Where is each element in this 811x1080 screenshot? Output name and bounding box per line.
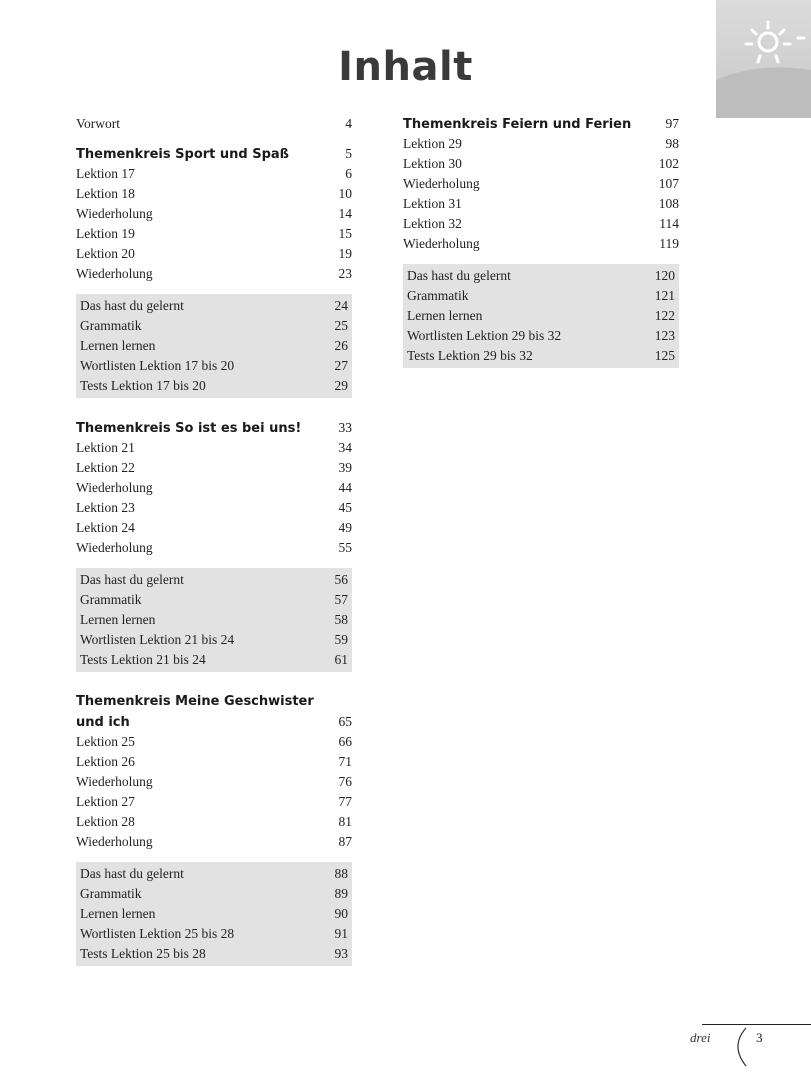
- toc-entry-page: 23: [338, 266, 352, 281]
- toc-entry[interactable]: [403, 234, 679, 254]
- toc-entry[interactable]: [76, 244, 352, 264]
- toc-entry-label: Tests Lektion 17 bis 20: [80, 378, 206, 393]
- toc-entry[interactable]: [80, 316, 348, 336]
- toc-entry-page: 59: [334, 632, 348, 647]
- toc-entry[interactable]: [407, 266, 675, 286]
- page-title: Inhalt: [338, 44, 473, 90]
- toc-entry-page: 56: [334, 572, 348, 587]
- toc-entry-page: 55: [338, 540, 352, 555]
- toc-entry-page: 29: [334, 378, 348, 393]
- toc-entry-label: Grammatik: [80, 592, 142, 607]
- toc-entry-label: Wiederholung: [403, 236, 480, 251]
- toc-entry[interactable]: [80, 376, 348, 396]
- toc-entry-page: 88: [334, 866, 348, 881]
- toc-entry[interactable]: [80, 296, 348, 316]
- toc-entry-page: 27: [334, 358, 348, 373]
- toc-entry-page: 45: [338, 500, 352, 515]
- toc-entry[interactable]: [76, 498, 352, 518]
- toc-entry-label: Wortlisten Lektion 21 bis 24: [80, 632, 235, 647]
- toc-entry[interactable]: [76, 752, 352, 772]
- toc-entry-page: 81: [338, 814, 352, 829]
- toc-entry-page: 61: [334, 652, 348, 667]
- toc-entry-page: 120: [654, 268, 675, 283]
- toc-entry-page: 4: [345, 116, 352, 131]
- toc-section-heading-continued[interactable]: [76, 712, 352, 732]
- toc-heading-page: 5: [345, 146, 352, 161]
- toc-entry[interactable]: [80, 864, 348, 884]
- toc-entry[interactable]: [80, 356, 348, 376]
- toc-entry-label: Lektion 27: [76, 794, 135, 809]
- toc-entry-label: Lektion 21: [76, 440, 135, 455]
- toc-entry-page: 14: [338, 206, 352, 221]
- toc-entry-label: Lektion 25: [76, 734, 135, 749]
- toc-entry-label: Grammatik: [80, 318, 142, 333]
- toc-entry[interactable]: [403, 214, 679, 234]
- toc-entry-label: Lektion 17: [76, 166, 135, 181]
- toc-entry-page: 89: [334, 886, 348, 901]
- toc-entry-page: 87: [338, 834, 352, 849]
- toc-entry-page: 25: [334, 318, 348, 333]
- footer-page-word: drei: [690, 1030, 711, 1045]
- toc-entry-label: Lektion 22: [76, 460, 135, 475]
- toc-entry-label: Tests Lektion 25 bis 28: [80, 946, 206, 961]
- toc-entry-label: Das hast du gelernt: [80, 866, 184, 881]
- toc-entry-page: 77: [338, 794, 352, 809]
- footer-page-number: 3: [756, 1030, 763, 1045]
- toc-section-heading[interactable]: [76, 144, 352, 164]
- toc-entry-label: Lernen lernen: [80, 338, 156, 353]
- toc-entry-page: 26: [334, 338, 348, 353]
- toc-entry-page: 39: [338, 460, 352, 475]
- toc-entry-label: Das hast du gelernt: [80, 572, 184, 587]
- toc-entry[interactable]: [76, 224, 352, 244]
- toc-entry-label: Lektion 19: [76, 226, 135, 241]
- toc-entry[interactable]: [403, 174, 679, 194]
- toc-entry-page: 44: [338, 480, 352, 495]
- toc-entry-page: 125: [654, 348, 675, 363]
- toc-entry-label: Vorwort: [76, 116, 121, 131]
- toc-section-feiern: [403, 114, 679, 368]
- toc-entry-label: Grammatik: [80, 886, 142, 901]
- toc-entry-page: 122: [654, 308, 675, 323]
- toc-entry-page: 71: [338, 754, 352, 769]
- toc-entry-label: Wiederholung: [76, 774, 153, 789]
- toc-entry[interactable]: [76, 438, 352, 458]
- toc-entry[interactable]: [76, 164, 352, 184]
- toc-entry[interactable]: [76, 832, 352, 852]
- toc-entry[interactable]: [80, 630, 348, 650]
- toc-entry[interactable]: [76, 792, 352, 812]
- toc-entry-page: 121: [654, 288, 675, 303]
- toc-entry[interactable]: [80, 944, 348, 964]
- toc-heading-page: 97: [665, 116, 679, 131]
- toc-section-sport: [76, 144, 352, 398]
- toc-heading-label: Themenkreis Meine Geschwister: [76, 694, 314, 709]
- toc-entry[interactable]: [80, 904, 348, 924]
- toc-entry[interactable]: [407, 306, 675, 326]
- toc-entry-page: 6: [345, 166, 352, 181]
- toc-right-column: [403, 114, 679, 368]
- toc-entry-page: 66: [338, 734, 352, 749]
- toc-entry[interactable]: [80, 884, 348, 904]
- toc-entry-label: Wortlisten Lektion 25 bis 28: [80, 926, 235, 941]
- toc-entry[interactable]: [76, 772, 352, 792]
- toc-entry-page: 107: [658, 176, 679, 191]
- toc-section-geschwister: [76, 692, 352, 966]
- toc-entry-page: 76: [338, 774, 352, 789]
- toc-entry-page: 15: [338, 226, 352, 241]
- toc-entry-label: Wiederholung: [76, 206, 153, 221]
- toc-entry[interactable]: [76, 204, 352, 224]
- toc-entry[interactable]: [76, 732, 352, 752]
- toc-entry[interactable]: [407, 286, 675, 306]
- toc-entry-label: Wiederholung: [76, 834, 153, 849]
- toc-entry-page: 24: [334, 298, 348, 313]
- toc-entry-page: 102: [658, 156, 679, 171]
- toc-entry[interactable]: [80, 570, 348, 590]
- toc-entry[interactable]: [403, 194, 679, 214]
- toc-entry[interactable]: [80, 650, 348, 670]
- toc-entry[interactable]: [403, 134, 679, 154]
- toc-appendix-box: [76, 294, 352, 398]
- toc-entry-label: Lektion 29: [403, 136, 462, 151]
- toc-entry-page: 123: [654, 328, 675, 343]
- toc-entry-page: 108: [658, 196, 679, 211]
- toc-section-heading[interactable]: [76, 692, 352, 712]
- toc-entry-label: Lernen lernen: [407, 308, 483, 323]
- toc-entry-page: 49: [338, 520, 352, 535]
- footer-rule: [702, 1024, 811, 1025]
- toc-entry-page: 91: [334, 926, 348, 941]
- toc-entry[interactable]: [403, 154, 679, 174]
- toc-heading-page: 33: [338, 420, 352, 435]
- toc-entry[interactable]: [80, 610, 348, 630]
- toc-entry-page: 19: [338, 246, 352, 261]
- toc-entry-page: 57: [334, 592, 348, 607]
- toc-entry[interactable]: [76, 538, 352, 558]
- toc-entry[interactable]: [76, 264, 352, 284]
- toc-heading-label: Themenkreis Sport und Spaß: [76, 147, 290, 162]
- toc-entry-page: 10: [338, 186, 352, 201]
- toc-entry-page: 119: [659, 236, 679, 251]
- toc-entry-label: Das hast du gelernt: [80, 298, 184, 313]
- toc-entry-label: Lernen lernen: [80, 906, 156, 921]
- toc-heading-label: und ich: [76, 715, 130, 730]
- toc-entry-label: Das hast du gelernt: [407, 268, 511, 283]
- toc-section-so-ist-es: [76, 418, 352, 672]
- toc-entry-label: Tests Lektion 21 bis 24: [80, 652, 206, 667]
- toc-entry[interactable]: [76, 458, 352, 478]
- toc-entry[interactable]: [407, 346, 675, 366]
- toc-entry-label: Lektion 24: [76, 520, 135, 535]
- toc-entry-label: Wiederholung: [76, 266, 153, 281]
- toc-entry-label: Lektion 30: [403, 156, 462, 171]
- toc-entry-label: Lektion 31: [403, 196, 462, 211]
- toc-entry-page: 98: [665, 136, 679, 151]
- toc-entry-label: Wortlisten Lektion 29 bis 32: [407, 328, 562, 343]
- toc-entry[interactable]: [76, 114, 352, 134]
- toc-heading-page: 65: [338, 714, 352, 729]
- toc-entry-label: Tests Lektion 29 bis 32: [407, 348, 533, 363]
- toc-entry[interactable]: [76, 518, 352, 538]
- toc-entry-label: Grammatik: [407, 288, 469, 303]
- toc-entry[interactable]: [76, 184, 352, 204]
- toc-entry-label: Wiederholung: [76, 540, 153, 555]
- toc-entry-page: 114: [659, 216, 679, 231]
- toc-entry[interactable]: [80, 590, 348, 610]
- toc-entry[interactable]: [80, 924, 348, 944]
- toc-entry-label: Lektion 32: [403, 216, 462, 231]
- toc-heading-label: Themenkreis So ist es bei uns!: [76, 421, 302, 436]
- toc-left-column: [76, 114, 352, 966]
- toc-appendix-box: [76, 862, 352, 966]
- toc-entry-page: 90: [334, 906, 348, 921]
- toc-entry-label: Wiederholung: [403, 176, 480, 191]
- toc-entry-page: 93: [334, 946, 348, 961]
- toc-section-heading[interactable]: [403, 114, 679, 134]
- toc-heading-label: Themenkreis Feiern und Ferien: [403, 117, 632, 132]
- toc-entry-label: Wiederholung: [76, 480, 153, 495]
- toc-entry-label: Lektion 28: [76, 814, 135, 829]
- toc-entry[interactable]: [76, 478, 352, 498]
- toc-entry-label: Lektion 23: [76, 500, 135, 515]
- toc-entry[interactable]: [76, 812, 352, 832]
- toc-entry[interactable]: [80, 336, 348, 356]
- toc-appendix-box: [76, 568, 352, 672]
- toc-entry-label: Lektion 26: [76, 754, 135, 769]
- toc-entry-label: Lektion 20: [76, 246, 135, 261]
- toc-entry[interactable]: [407, 326, 675, 346]
- toc-appendix-box: [403, 264, 679, 368]
- toc-entry-label: Lektion 18: [76, 186, 135, 201]
- toc-entry-page: 58: [334, 612, 348, 627]
- toc-section-heading[interactable]: [76, 418, 352, 438]
- toc-entry-page: 34: [338, 440, 352, 455]
- footer-arc-icon: [728, 1024, 752, 1068]
- toc-entry-label: Lernen lernen: [80, 612, 156, 627]
- toc-entry-label: Wortlisten Lektion 17 bis 20: [80, 358, 235, 373]
